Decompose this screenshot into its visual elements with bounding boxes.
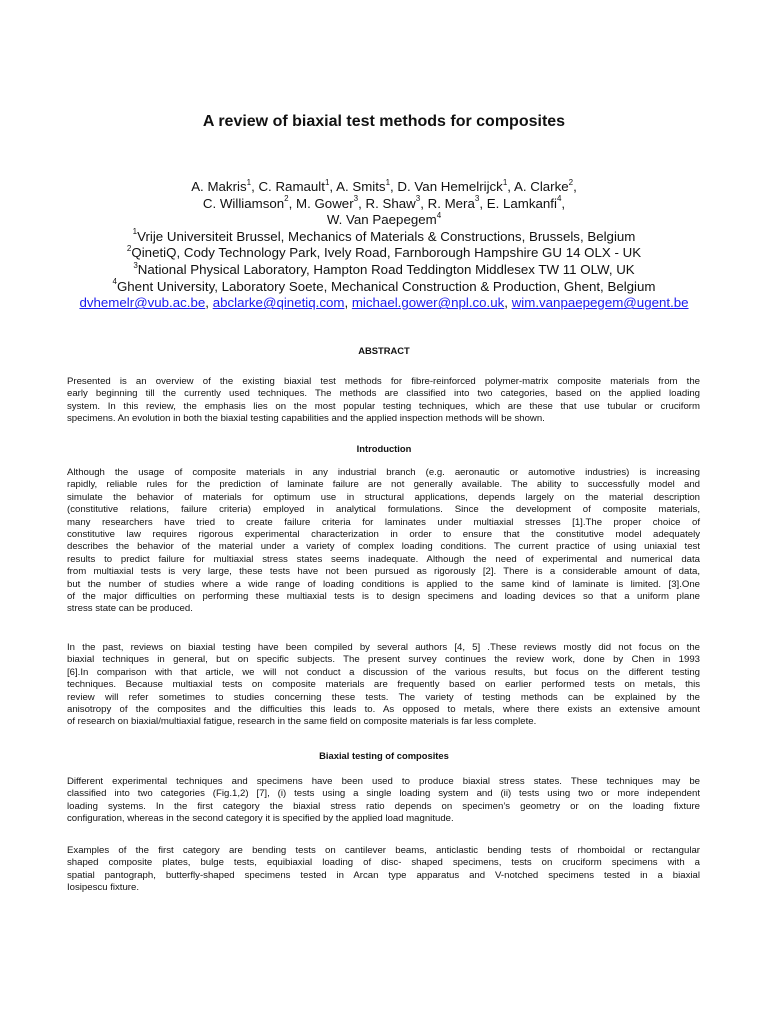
affiliation-marker: 4 bbox=[556, 194, 562, 204]
affiliation-marker: 3 bbox=[474, 194, 480, 204]
introduction-paragraph-2 bbox=[67, 642, 700, 729]
biaxial-paragraph-2 bbox=[67, 845, 700, 895]
text-line: review will refer sometimes to studies concerning these tests. The variety of testing methods can be explained by the bbox=[67, 691, 700, 703]
paper-title: A review of biaxial test methods for composites bbox=[202, 113, 566, 130]
affiliation-number: 1 bbox=[132, 227, 138, 237]
text-line: In the past, reviews on biaxial testing have been compiled by several authors [4, 5] .These reviews mostly did not focus on the bbox=[67, 642, 700, 653]
affiliation-marker: 1 bbox=[502, 177, 508, 187]
text-line: but the number of studies where a wide range of loading conditions is applied to the same kind of laminate is limited. [3].One bbox=[67, 578, 700, 590]
affiliation-marker: 4 bbox=[436, 210, 442, 220]
author-name: R. Mera bbox=[427, 195, 475, 211]
text-line: Although the usage of composite materials in any industrial branch (e.g. aeronautic or automotive industries) is increasing bbox=[67, 467, 700, 478]
affiliation-number: 3 bbox=[133, 260, 138, 270]
introduction-paragraph-1 bbox=[67, 467, 700, 616]
author-line-2: C. Williamson$^2$, M. Gower$^3$, R. Shaw$^3$, R. Mera$^3$, E. Lamkanfi$^4$, bbox=[202, 194, 566, 211]
email-list: dvhemelr@vub.ac.be, abclarke@qinetiq.com, michael.gower@npl.co.uk, wim.vanpaepegem@ugent.be bbox=[79, 295, 689, 311]
text-line: Iosipescu fixture. bbox=[67, 882, 139, 894]
affiliation-marker: 3 bbox=[415, 194, 421, 204]
affiliation-text: Vrije Universiteit Brussel, Mechanics of Materials & Constructions, Brussels, Belgium bbox=[137, 228, 636, 244]
text-line: many researchers have tried to create failure criteria for laminates under multiaxial stresses [1].The proper choice of bbox=[67, 516, 700, 528]
biaxial-testing-heading: Biaxial testing of composites bbox=[319, 750, 449, 761]
text-line: anisotropy of the composites and the difficulties this leads to. As opposed to metals, where there exists an extensive amount bbox=[67, 704, 700, 716]
author-line-1: A. Makris$^1$, C. Ramault$^1$, A. Smits$^1$, D. Van Hemelrijck$^1$, A. Clarke$^2$, bbox=[191, 177, 577, 194]
author-name: R. Shaw bbox=[365, 195, 416, 211]
text-line: from multiaxial tests is very large, these tests have not been pursued as rigorously [2]. There is a considerable amount of data, bbox=[67, 566, 700, 578]
affiliation-line bbox=[0, 229, 768, 246]
text-line: biaxial techniques in general, but on specific subjects. The present survey continues the review work, done by Chen in 1993 bbox=[67, 654, 700, 666]
abstract-heading: ABSTRACT bbox=[358, 345, 410, 356]
author-name: C. Ramault bbox=[258, 179, 325, 194]
text-line: [6].In comparison with that article, we will not conduct a discussion of the various results, but focus on the different testing bbox=[67, 666, 700, 678]
affiliation-text: QinetiQ, Cody Technology Park, Ively Road, Farnborough Hampshire GU 14 OLX - UK bbox=[131, 245, 642, 261]
email-link[interactable]: abclarke@qinetiq.com bbox=[212, 295, 345, 311]
text-line: classified into two categories (Fig.1,2) [7], (i) tests using a single loading system and (ii) tests using two or more independent bbox=[67, 788, 700, 800]
affiliation-line bbox=[0, 245, 768, 262]
author-name: D. Van Hemelrijck bbox=[397, 179, 503, 194]
email-link[interactable]: dvhemelr@vub.ac.be bbox=[79, 295, 206, 311]
author-name: A. Smits bbox=[336, 179, 386, 194]
abstract-paragraph bbox=[67, 376, 700, 426]
text-line: Different experimental techniques and specimens have been used to produce biaxial stress states. These techniques may be bbox=[67, 776, 700, 787]
affiliation-text: Ghent University, Laboratory Soete, Mechanical Construction & Production, Ghent, Belgium bbox=[116, 278, 656, 294]
affiliation-list bbox=[0, 229, 768, 295]
affiliation-marker: 1 bbox=[324, 177, 330, 187]
text-line: of the major difficulties on performing these multiaxial tests is to design specimens and loading devices so that a uniform plane bbox=[67, 591, 700, 603]
text-line: of research on biaxial/multiaxial fatigue, research in the same field on composite materials is far less complete. bbox=[67, 716, 537, 728]
author-name: E. Lamkanfi bbox=[486, 195, 557, 211]
affiliation-marker: 1 bbox=[385, 177, 391, 187]
affiliation-line bbox=[0, 279, 768, 296]
text-line: simulate the behavior of materials for optimum use in structural applications, depends largely on the material description bbox=[67, 491, 700, 503]
text-line: Examples of the first category are bending tests on cantilever beams, anticlastic bending tests of rhomboidal or rectangular bbox=[67, 845, 700, 856]
affiliation-marker: 1 bbox=[246, 177, 252, 187]
text-line: stress state can be produced. bbox=[67, 603, 193, 615]
text-line: Presented is an overview of the existing biaxial test methods for fibre-reinforced polymer-matrix composite materials from the bbox=[67, 376, 700, 387]
affiliation-number: 4 bbox=[112, 277, 117, 287]
email-link[interactable]: michael.gower@npl.co.uk bbox=[351, 295, 505, 311]
author-line-3 bbox=[0, 212, 768, 229]
text-line: (constitutive relations, failure criteria) employed in analytical formulations. Since the development of composite materials, bbox=[67, 504, 700, 516]
affiliation-text: National Physical Laboratory, Hampton Road Teddington Middlesex TW 11 OLW, UK bbox=[137, 261, 635, 277]
email-link[interactable]: wim.vanpaepegem@ugent.be bbox=[511, 295, 689, 311]
text-line: describes the behavior of the material under a variety of complex loading conditions. The current practice of using uniaxial test bbox=[67, 541, 700, 553]
biaxial-paragraph-1 bbox=[67, 776, 700, 826]
affiliation-number: 2 bbox=[126, 243, 132, 253]
author-name: A. Makris bbox=[191, 179, 247, 194]
text-line: loading systems. In the first category the biaxial stress ratio depends on specimen’s geometry or on the loading fixture bbox=[67, 800, 700, 812]
author-name: M. Gower bbox=[296, 195, 354, 211]
author-name: A. Clarke bbox=[513, 179, 569, 194]
affiliation-marker: 3 bbox=[353, 194, 359, 204]
text-line: techniques. Because multiaxial tests on composite materials are frequently based on earlier performed tests on metals, this bbox=[67, 679, 700, 691]
text-line: early beginning till the currently used techniques. The methods are classified into two categories, based on the applied loading bbox=[67, 388, 700, 400]
introduction-heading: Introduction bbox=[356, 443, 412, 454]
text-line: system. In this review, the emphasis lies on the most popular testing techniques, which are these that use tubular or cruciform bbox=[67, 400, 700, 412]
text-line: spatial pantograph, butterfly-shaped specimens tested in Arcan type apparatus and V-notched specimens tested in a biaxial bbox=[67, 869, 700, 881]
text-line: specimens. An evolution in both the biaxial testing capabilities and the applied inspection methods will be shown. bbox=[67, 413, 545, 425]
author-block bbox=[0, 179, 768, 312]
text-line: constitutive law requires rigorous experimental characterization in order to ensure that the constitutive model adequately bbox=[67, 529, 700, 541]
text-line: shaped composite plates, bulge tests, equibiaxial loading of disc- shaped specimens, tests on cruciform specimens with a bbox=[67, 857, 700, 869]
affiliation-marker: 2 bbox=[568, 177, 574, 187]
affiliation-marker: 2 bbox=[284, 194, 289, 204]
author-name: W. Van Paepegem bbox=[326, 212, 437, 228]
text-line: rapidly, reliable rules for the prediction of laminate failure are not generally available. The ability to successfully model and bbox=[67, 479, 700, 491]
author-name: C. Williamson bbox=[202, 195, 285, 211]
text-line: configuration, whereas in the second category it is specified by the applied load magnitude. bbox=[67, 813, 454, 825]
text-line: results to predict failure for multiaxial stress states seems inadequate. Although the need of experimental and numerical data bbox=[67, 553, 700, 565]
